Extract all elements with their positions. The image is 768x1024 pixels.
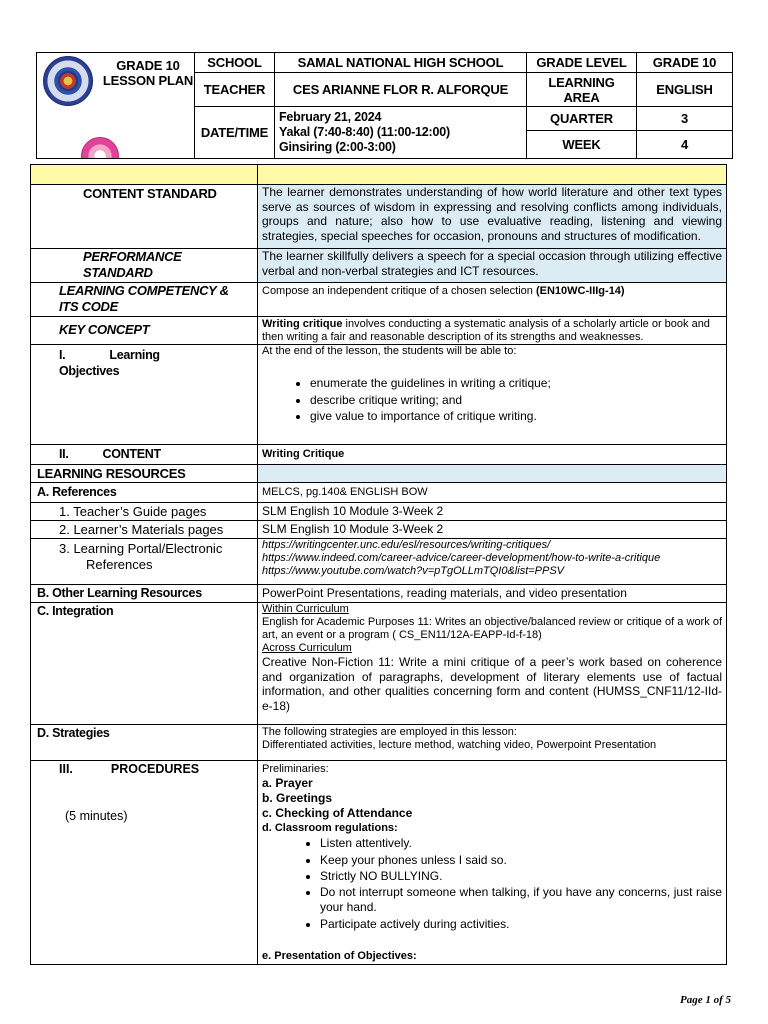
objectives-cell — [258, 345, 727, 445]
performance-standard-label: PERFORMANCE STANDARD — [31, 249, 258, 283]
table-row — [31, 283, 727, 317]
table-row — [31, 725, 727, 761]
table-row — [31, 761, 727, 965]
table-row — [31, 503, 727, 521]
procedures-number: III. — [59, 762, 73, 776]
competency-label: LEARNING COMPETENCY & ITS CODE — [31, 283, 258, 317]
list-item: • Listen attentively. — [320, 835, 722, 852]
key-concept-label: KEY CONCEPT — [31, 317, 258, 345]
table-row — [31, 483, 727, 503]
teacher-value: CES ARIANNE FLOR R. ALFORQUE — [275, 73, 527, 107]
list-item: • Do not interrupt someone when talking, if you have any concerns, just raise your hand. — [320, 885, 722, 916]
strategies-cell — [258, 725, 727, 761]
other-resources-label: B. Other Learning Resources — [31, 585, 258, 603]
document-title-line-2: LESSON PLAN — [102, 73, 194, 88]
document-title-line-1: GRADE 10 — [116, 58, 180, 73]
table-row — [31, 585, 727, 603]
reference-link[interactable]: https://www.youtube.com/watch?v=pTgOLLmTQI0&list=PPSV — [262, 565, 565, 577]
learning-portal-label — [31, 539, 258, 585]
reference-link[interactable]: https://www.indeed.com/career-advice/career-development/how-to-write-a-critique — [262, 552, 661, 564]
key-concept-text: involves conducting a systematic analysis of a scholarly article or book and then writing a fair and reasonable description of its strengths and weaknesses. — [262, 318, 710, 343]
objectives-label-line-1: Learning — [109, 348, 160, 362]
objectives-number: I. — [59, 348, 66, 362]
week-value: 4 — [637, 131, 733, 159]
objectives-label-line-2: Objectives — [59, 364, 120, 378]
page-footer — [680, 994, 731, 1006]
content-number: II. — [59, 447, 69, 461]
footer-page-total: 5 — [725, 994, 732, 1006]
content-standard-text: The learner demonstrates understanding of how world literature and other text types serve as sources of wisdom in expressing and resolving conflicts among individuals, groups and nature; also how to use evaluative reading, listening and viewing strategies, special speeches for occasion, pronouns and structures of modification. — [258, 185, 727, 249]
grade-level-label: GRADE LEVEL — [527, 53, 637, 73]
time-text-2: Ginsiring (2:00-3:00) — [279, 140, 396, 154]
document-title — [99, 58, 195, 88]
competency-code: (EN10WC-IIIg-14) — [535, 285, 625, 297]
table-row — [31, 249, 727, 283]
table-row — [31, 317, 727, 345]
reference-link[interactable]: https://writingcenter.unc.edu/esl/resources/writing-critiques/ — [262, 539, 551, 551]
footer-of-word: of — [713, 994, 723, 1006]
deped-seal-icon — [43, 56, 93, 106]
learners-materials-value: SLM English 10 Module 3-Week 2 — [258, 521, 727, 539]
learners-materials-label: 2. Learner’s Materials pages — [31, 521, 258, 539]
table-row — [31, 165, 727, 185]
procedures-duration: (5 minutes) — [65, 809, 128, 823]
procedures-cell — [258, 761, 727, 965]
objectives-label — [31, 345, 258, 445]
datetime-label: DATE/TIME — [195, 107, 275, 159]
header-table — [36, 52, 733, 159]
classroom-rules-list — [262, 835, 722, 932]
list-item: • Strictly NO BULLYING. — [320, 868, 722, 885]
learning-portal-label-line-2: References — [86, 557, 153, 572]
learning-portal-links — [258, 539, 727, 585]
table-row — [31, 465, 727, 483]
within-curriculum-text: English for Academic Purposes 11: Writes an objective/balanced review or critique of a work of art, an event or a program ( CS_EN11/12A-EAPP-Id-f-18) — [262, 616, 722, 641]
procedure-step-next: e. Presentation of Objectives: — [262, 950, 417, 962]
learning-portal-label-line-1: 3. Learning Portal/Electronic — [59, 541, 223, 556]
school-value: SAMAL NATIONAL HIGH SCHOOL — [275, 53, 527, 73]
integration-label: C. Integration — [31, 603, 258, 725]
content-value: Writing Critique — [258, 445, 727, 465]
table-row — [31, 345, 727, 445]
objectives-list — [262, 375, 722, 425]
school-seal-icon — [81, 137, 119, 159]
references-label: A. References — [31, 483, 258, 503]
strategies-text: Differentiated activities, lecture method, watching video, Powerpoint Presentation — [262, 739, 657, 751]
procedures-label-text: PROCEDURES — [110, 762, 200, 776]
teachers-guide-value: SLM English 10 Module 3-Week 2 — [258, 503, 727, 521]
learning-area-label: LEARNING AREA — [527, 73, 637, 107]
references-value: MELCS, pg.140& ENGLISH BOW — [258, 483, 727, 503]
table-row — [31, 521, 727, 539]
procedures-label — [31, 761, 258, 965]
table-row — [31, 185, 727, 249]
procedure-step: d. Classroom regulations: — [262, 822, 398, 834]
across-curriculum-text: Creative Non-Fiction 11: Write a mini critique of a peer’s work based on coherence and organization of paragraphs, development of literary elements use of factual information, and other qualities concerning form and content (HUMSS_CNF11/12-IId-e-18) — [262, 655, 722, 713]
yellow-header-cell — [31, 165, 258, 185]
across-curriculum-label: Across Curriculum — [262, 642, 352, 654]
table-row — [31, 445, 727, 465]
teacher-label: TEACHER — [195, 73, 275, 107]
footer-page-word: Page — [680, 994, 703, 1006]
list-item: • enumerate the guidelines in writing a critique; — [310, 375, 722, 392]
learning-area-value: ENGLISH — [637, 73, 733, 107]
content-standard-label: CONTENT STANDARD — [31, 185, 258, 249]
procedure-step: a. Prayer — [262, 776, 313, 790]
footer-page-number: 1 — [705, 994, 711, 1006]
performance-standard-text: The learner skillfully delivers a speech for a special occasion through utilizing effective verbal and non-verbal strategies and ICT resources. — [258, 249, 727, 283]
table-row — [31, 603, 727, 725]
learning-resources-value — [258, 465, 727, 483]
logo-cell — [37, 53, 195, 159]
table-row — [31, 539, 727, 585]
key-concept-cell — [258, 317, 727, 345]
list-item: • describe critique writing; and — [310, 392, 722, 409]
grade-level-value: GRADE 10 — [637, 53, 733, 73]
time-text-1: Yakal (7:40-8:40) (11:00-12:00) — [279, 125, 450, 139]
list-item: • Keep your phones unless I said so. — [320, 852, 722, 869]
teachers-guide-label: 1. Teacher’s Guide pages — [31, 503, 258, 521]
week-label: WEEK — [527, 131, 637, 159]
lesson-plan-table — [30, 164, 727, 965]
strategies-label: D. Strategies — [31, 725, 258, 761]
quarter-label: QUARTER — [527, 107, 637, 131]
within-curriculum-label: Within Curriculum — [262, 603, 349, 615]
content-label-text: CONTENT — [102, 447, 161, 461]
integration-cell — [258, 603, 727, 725]
school-label: SCHOOL — [195, 53, 275, 73]
preliminaries-label: Preliminaries: — [262, 763, 329, 775]
content-label — [31, 445, 258, 465]
competency-text: Compose an independent critique of a chosen selection — [262, 285, 533, 297]
learning-resources-label: LEARNING RESOURCES — [31, 465, 258, 483]
key-concept-term: Writing critique — [262, 318, 343, 330]
list-item: • give value to importance of critique writing. — [310, 408, 722, 425]
procedure-step: b. Greetings — [262, 791, 333, 805]
quarter-value: 3 — [637, 107, 733, 131]
list-item: • Participate actively during activities. — [320, 916, 722, 933]
date-text: February 21, 2024 — [279, 110, 382, 124]
strategies-intro: The following strategies are employed in this lesson: — [262, 726, 517, 738]
objectives-intro: At the end of the lesson, the students will be able to: — [262, 345, 517, 357]
procedure-step: c. Checking of Attendance — [262, 806, 413, 820]
other-resources-value: PowerPoint Presentations, reading materials, and video presentation — [258, 585, 727, 603]
competency-cell — [258, 283, 727, 317]
datetime-value — [275, 107, 527, 159]
yellow-header-cell — [258, 165, 727, 185]
